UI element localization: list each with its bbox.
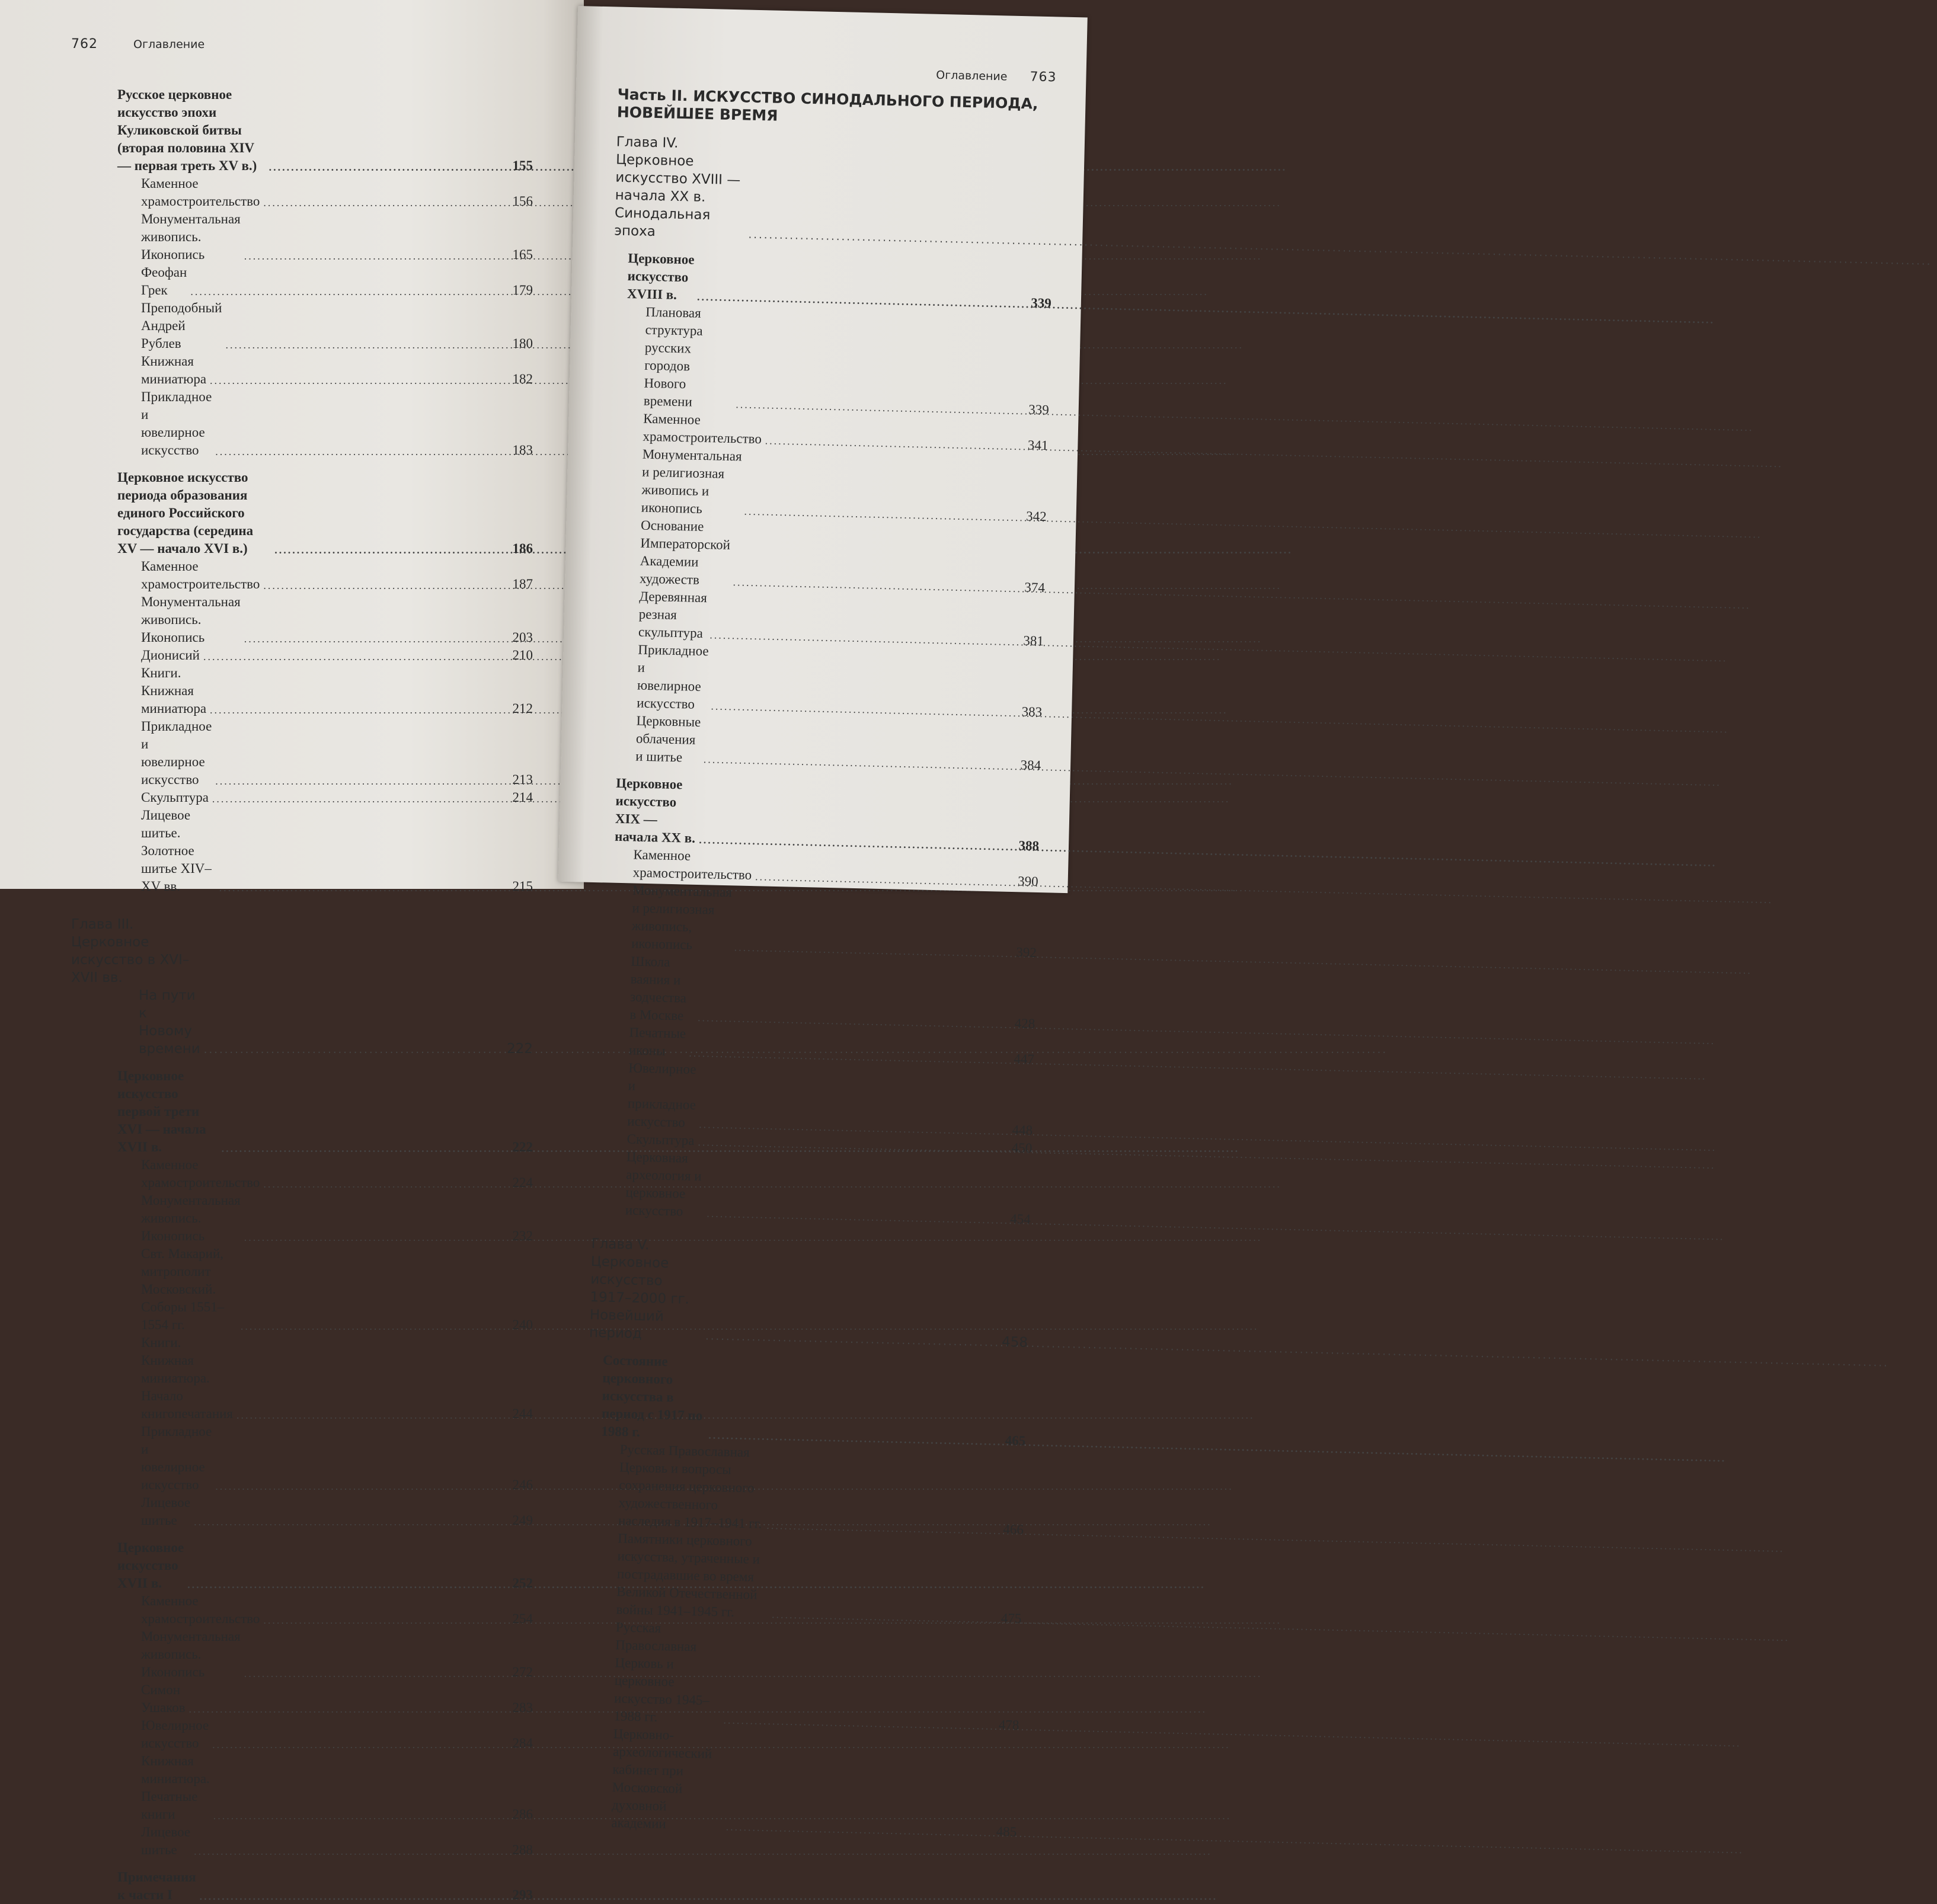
toc-entry-label: Памятники церковного искусства, утраченные и пострадавшие во время Великой Отечественной войны 1941–1945 гг.	[616, 1531, 760, 1620]
toc-entry-label: Скульптура	[627, 1131, 695, 1148]
toc-entry-chap	[71, 916, 533, 1058]
toc-entry-page: 156	[512, 194, 533, 209]
toc-entry-page: 186	[512, 541, 533, 556]
toc-entry-sec	[587, 1351, 1027, 1450]
dot-leader	[210, 706, 509, 714]
toc-entry-page: 180	[512, 336, 533, 351]
dot-leader	[274, 546, 509, 554]
toc-entry-label: Примечания к части I	[117, 1870, 196, 1902]
toc-entry-page: 183	[512, 443, 533, 457]
toc-entry-sec	[600, 774, 1041, 855]
dot-leader	[772, 1610, 998, 1624]
toc-entry-page: 179	[512, 283, 533, 297]
toc-entry-sub	[71, 1334, 533, 1423]
toc-entry-label: Прикладное и ювелирное искусство	[141, 719, 212, 787]
dot-leader	[748, 231, 1049, 247]
toc-entry-label: Монументальная живопись. Иконопись	[141, 594, 241, 645]
toc-entry-label: Лицевое шитье	[141, 1495, 191, 1528]
toc-entry-label: Монументальная живопись. Иконопись	[141, 212, 241, 262]
toc-entry-label: Русская Православная Церковь и церковное искусство 1945–1988 гг.	[613, 1620, 710, 1724]
toc-entry-sub	[71, 264, 533, 299]
toc-entry-page: 388	[1018, 838, 1040, 854]
dot-leader	[726, 1822, 993, 1836]
toc-entry-page: 485	[996, 1823, 1017, 1839]
toc-entry-label: Церковные облачения и шитье	[635, 713, 701, 765]
toc-entry-label: Каменное храмостроительство	[632, 847, 752, 883]
toc-entry-label: Дионисий	[141, 648, 200, 663]
toc-entry-label	[71, 916, 200, 1058]
toc-entry-label: Лицевое шитье	[141, 1825, 191, 1857]
toc-list-right	[578, 133, 1055, 1841]
dot-leader	[263, 1180, 509, 1188]
toc-entry-sub	[71, 1823, 533, 1859]
toc-entry-page: 448	[1012, 1122, 1033, 1138]
toc-entry-page: 390	[1017, 873, 1038, 889]
toc-entry-sec	[71, 1539, 533, 1592]
toc-entry-sub	[71, 1717, 533, 1752]
toc-entry-sub	[610, 302, 1051, 419]
toc-entry-sub	[71, 664, 533, 718]
toc-entry-label: Основание Императорской Академии художеств	[639, 517, 731, 587]
dot-leader	[204, 1046, 503, 1054]
dot-leader	[225, 341, 509, 349]
toc-entry-page: 214	[512, 790, 533, 805]
toc-entry-page: 288	[512, 1842, 533, 1857]
toc-entry-sub	[71, 1752, 533, 1823]
toc-entry-sub	[71, 1681, 533, 1717]
toc-entry-page: 155	[512, 158, 533, 173]
toc-entry-sub	[71, 210, 533, 264]
toc-entry-page: 240	[512, 1317, 533, 1332]
toc-entry-sub	[578, 1724, 1019, 1841]
toc-entry-page: 478	[998, 1717, 1019, 1733]
dot-leader	[241, 1322, 509, 1330]
toc-entry-label: Книги. Книжная миниатюра. Начало книгопечатания	[141, 1335, 234, 1421]
toc-entry-label: Плановая структура русских городов Нового времени	[643, 304, 703, 409]
dot-leader	[766, 1521, 999, 1535]
dot-leader	[215, 447, 509, 456]
toc-entry-page: 450	[1011, 1140, 1033, 1156]
toc-entry-page: 383	[1021, 704, 1043, 720]
toc-entry-label: Симон Ушаков	[141, 1682, 186, 1715]
dot-leader	[222, 1144, 509, 1153]
dot-leader	[212, 1740, 509, 1749]
toc-entry-sub	[603, 640, 1044, 721]
toc-entry-label: Церковное искусство XVII в.	[117, 1540, 184, 1591]
toc-entry-label: Русская Православная Церковь и вопросы сохранения церковного художественного наследия в 1917–1941 гг.	[618, 1442, 762, 1531]
toc-entry-label: Книжная миниатюра	[141, 354, 207, 386]
page-number: 762	[71, 37, 98, 52]
dot-leader	[189, 1705, 509, 1713]
toc-entry-page: 284	[512, 1736, 533, 1751]
toc-entry-label: Церковное искусство первой трети XVI — начала XVII в.	[117, 1068, 206, 1154]
toc-entry-label: Прикладное и ювелирное искусство	[637, 642, 709, 712]
toc-list-left	[71, 86, 533, 1904]
toc-entry-label: Прикладное и ювелирное искусство	[141, 389, 212, 457]
toc-entry-label: Свт. Макарий, митрополит Московский. Соборы 1551–1554 гг.	[141, 1246, 225, 1332]
dot-leader	[190, 287, 509, 296]
toc-entry-label: Деревянная резная скульптура	[638, 588, 708, 641]
running-title: Оглавление	[936, 68, 1008, 84]
toc-entry-page: 283	[512, 1700, 533, 1715]
toc-entry-page: 392	[1016, 945, 1037, 960]
toc-entry-page: 447	[1014, 1051, 1035, 1067]
dot-leader	[236, 1411, 509, 1419]
toc-entry-sec	[71, 86, 533, 175]
dot-leader	[215, 1482, 509, 1490]
toc-entry-sub	[71, 353, 533, 388]
dot-leader	[200, 1892, 509, 1900]
toc-entry-page: 246	[512, 1477, 533, 1492]
right-page	[558, 6, 1087, 1839]
toc-entry-label: Школа ваяния и зодчества в Москве	[629, 953, 687, 1023]
toc-entry-label: Каменное храмостроительство	[141, 559, 260, 591]
toc-entry-label: Глава V. Церковное искусство 1917–2000 гг. Новейший период	[589, 1236, 690, 1342]
toc-entry-sub	[598, 881, 1038, 962]
running-header-right	[618, 60, 1056, 85]
running-title: Оглавление	[133, 38, 205, 51]
toc-entry-page: 222	[512, 1140, 533, 1154]
toc-entry-label: Каменное храмостроительство	[141, 1593, 260, 1626]
toc-entry-page: 339	[1028, 402, 1050, 418]
toc-entry-label: Феофан Грек	[141, 265, 187, 297]
toc-entry-sub	[71, 175, 533, 210]
part-title: Часть II. ИСКУССТВО СИНОДАЛЬНОГО ПЕРИОДА, НОВЕЙШЕЕ ВРЕМЯ	[616, 85, 1038, 124]
toc-entry-label: Книжная миниатюра. Печатные книги	[141, 1753, 210, 1822]
toc-entry-page: 339	[1031, 295, 1052, 311]
toc-entry-page: 252	[512, 1576, 533, 1591]
toc-entry-sub	[592, 1147, 1033, 1228]
toc-entry-sub	[71, 1245, 533, 1334]
toc-entry-label: Глава IV. Церковное искусство XVIII — начала XX в. Синодальная эпоха	[614, 134, 741, 240]
toc-entry-page: 374	[1024, 580, 1046, 596]
toc-entry-sub	[71, 647, 533, 664]
toc-entry-sub	[71, 789, 533, 807]
toc-entry-sub	[605, 587, 1045, 650]
dot-leader	[263, 199, 509, 207]
toc-entry-label: Монументальная и религиозная живопись, иконопись	[631, 882, 733, 952]
toc-entry-page: 213	[512, 772, 533, 787]
toc-entry-sub	[71, 807, 533, 895]
dot-leader	[187, 1580, 509, 1589]
toc-entry-label: Прикладное и ювелирное искусство	[141, 1424, 212, 1492]
page-number: 763	[1030, 69, 1057, 85]
toc-entry-sub	[594, 1058, 1034, 1140]
toc-entry-sub	[71, 593, 533, 647]
toc-entry-sub	[71, 299, 533, 353]
toc-entry-page: 475	[1001, 1610, 1022, 1626]
dot-leader	[194, 1518, 509, 1526]
dot-leader	[765, 436, 1024, 450]
toc-entry-sub	[602, 711, 1042, 775]
dot-leader	[219, 884, 509, 892]
toc-entry-sec	[613, 249, 1053, 312]
toc-entry-page: 341	[1027, 437, 1049, 453]
dot-leader	[215, 777, 509, 785]
toc-entry-label: Монументальная живопись. Иконопись	[141, 1193, 241, 1243]
toc-entry-sub	[71, 558, 533, 593]
toc-entry-sec	[71, 1868, 533, 1904]
toc-entry-page: 249	[512, 1513, 533, 1528]
toc-entry-sub	[71, 1592, 533, 1628]
toc-entry-page: 384	[1020, 757, 1041, 773]
dot-leader	[263, 1616, 509, 1624]
toc-entry-page: 224	[512, 1175, 533, 1190]
toc-entry-sub	[606, 516, 1047, 597]
toc-entry-label: Церковная археология и церковное искусство	[625, 1149, 702, 1219]
toc-entry-sub	[71, 388, 533, 459]
dot-leader	[704, 755, 1017, 770]
toc-entry-page: 286	[512, 1807, 533, 1822]
toc-entry-sub	[71, 1156, 533, 1192]
toc-entry-page: 454	[1009, 1211, 1031, 1227]
toc-entry-page: 212	[512, 701, 533, 716]
toc-entry-page: 458	[1001, 1334, 1028, 1351]
toc-entry-page: 381	[1023, 633, 1044, 649]
toc-entry-sec	[71, 1067, 533, 1156]
running-header-left	[71, 37, 533, 52]
dot-leader	[203, 652, 509, 661]
toc-entry-label: Монументальная и религиозная живопись и иконопись	[641, 446, 742, 516]
toc-entry-sub	[580, 1618, 1021, 1735]
toc-entry-page: 293	[512, 1887, 533, 1902]
toc-entry-sub	[71, 1628, 533, 1681]
toc-entry-sub	[71, 718, 533, 789]
dot-leader	[755, 872, 1014, 887]
dot-leader	[244, 1233, 509, 1241]
dot-leader	[194, 1847, 509, 1855]
toc-entry-label: Ювелирное искусство	[141, 1718, 209, 1751]
toc-entry-page: 232	[512, 1228, 533, 1243]
dot-leader	[244, 252, 509, 260]
toc-entry-label: Церковно-археологический кабинет при Московской духовной академии	[611, 1726, 712, 1832]
toc-entry-page: 203	[512, 630, 533, 645]
dot-leader	[269, 163, 509, 171]
toc-entry-label: Ювелирное и прикладное искусство	[627, 1060, 696, 1130]
chapter-title-line: Глава III. Церковное искусство в XVI–XVII вв.	[71, 917, 190, 985]
dot-leader	[213, 1812, 509, 1820]
toc-entry-page: 165	[512, 247, 533, 262]
toc-entry-label: Лицевое шитье. Золотное шитье XIV–XV вв.	[141, 808, 212, 894]
toc-entry-label: Каменное храмостроительство	[141, 1157, 260, 1190]
dot-leader	[210, 376, 509, 385]
toc-entry-label: Русское церковное искусство эпохи Куликовской битвы (вторая половина XIV — первая треть XV в.)	[117, 87, 257, 173]
toc-entry-page: 210	[512, 648, 533, 663]
toc-entry-page: 272	[512, 1665, 533, 1679]
dot-leader	[705, 1332, 998, 1347]
toc-entry-chap	[614, 133, 1055, 250]
toc-entry-page: 222	[507, 1041, 533, 1057]
toc-entry-page: 244	[512, 1406, 533, 1421]
toc-entry-label: Скульптура	[141, 790, 209, 805]
toc-entry-sec	[71, 469, 533, 558]
dot-leader	[263, 581, 509, 590]
toc-entry-sub	[71, 1494, 533, 1529]
toc-entry-label: Церковное искусство XIX — начала XX в.	[614, 775, 696, 846]
toc-entry-page: 466	[1003, 1521, 1024, 1537]
toc-entry-page: 428	[1014, 1016, 1035, 1031]
toc-entry-page: 342	[1025, 508, 1047, 524]
dot-leader	[212, 795, 509, 803]
left-page	[0, 0, 584, 1902]
toc-entry-page: 465	[1005, 1432, 1026, 1448]
toc-entry-sub	[596, 952, 1037, 1033]
dot-leader	[244, 1669, 509, 1678]
toc-entry-label: Каменное храмостроительство	[141, 176, 260, 209]
toc-entry-label: Преподобный Андрей Рублев	[141, 300, 222, 351]
toc-entry-label: Книги. Книжная миниатюра	[141, 665, 207, 716]
toc-entry-label: Церковное искусство XVIII в.	[627, 251, 695, 302]
dot-leader	[707, 1209, 1006, 1224]
toc-entry-chap	[589, 1235, 1030, 1352]
chapter-subtitle-line: На пути к Новому времени	[139, 988, 200, 1057]
toc-entry-sub	[71, 1423, 533, 1494]
toc-entry-label: Церковное искусство периода образования единого Российского государства (середина XV — начало XVI в.)	[117, 470, 254, 556]
toc-entry-label: Монументальная живопись. Иконопись	[141, 1629, 241, 1679]
toc-entry-sub	[583, 1529, 1023, 1628]
toc-entry-sub	[71, 1192, 533, 1245]
toc-entry-page: 215	[512, 879, 533, 894]
toc-entry-label: Печатные иконы	[628, 1025, 686, 1058]
toc-entry-page: 254	[512, 1611, 533, 1626]
toc-entry-label: Каменное храмостроительство	[643, 411, 762, 447]
dot-leader	[244, 635, 509, 643]
toc-entry-page: 182	[512, 372, 533, 386]
toc-entry-label: Состояние церковного искусства в период с 1917 по 1988 г.	[601, 1352, 703, 1439]
toc-entry-sub	[608, 444, 1048, 526]
toc-entry-page: 187	[512, 577, 533, 591]
toc-entry-sub	[585, 1440, 1025, 1539]
